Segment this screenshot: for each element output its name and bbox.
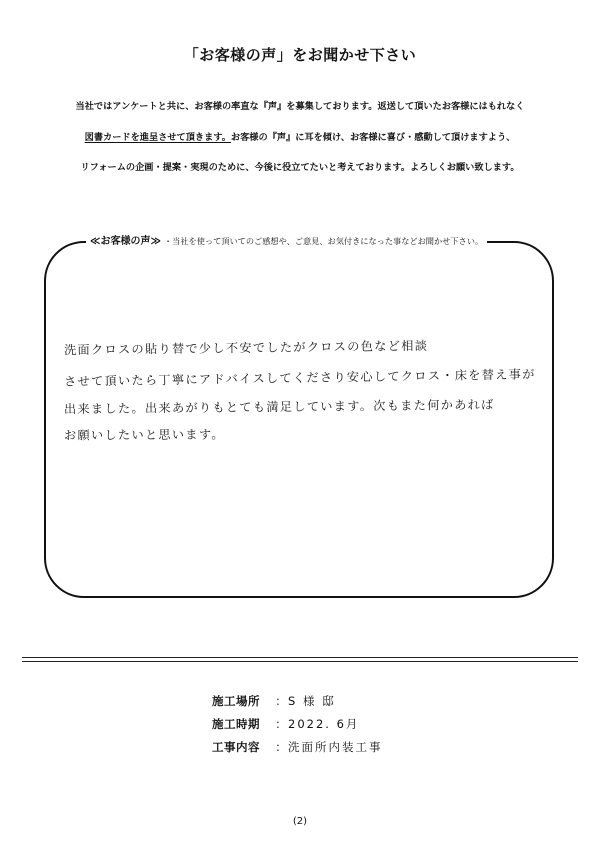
content-separator: ： [275, 740, 287, 754]
project-content [212, 739, 383, 755]
intro-line-3: リフォームの企画・提案・実現のために、今後に役立てたいと考えております。よろしくお願い致します。 [80, 162, 520, 173]
page-title: 「お客様の声」をお聞かせ下さい [183, 46, 417, 64]
period-separator: ： [275, 717, 287, 731]
voice-label: ≪お客様の声≫ [90, 236, 161, 247]
location-value: S 様 邸 [288, 694, 336, 708]
divider-thin [22, 661, 578, 662]
handwritten-line-1: 洗面クロスの貼り替で少し不安でしたがクロスの色など相談 [63, 338, 429, 358]
content-value: 洗面所内装工事 [288, 740, 383, 754]
location-label: 施工場所 [212, 694, 260, 708]
handwritten-line-3: 出来ました。出来あがりもとても満足しています。次もまた何かあれば [63, 397, 495, 417]
project-location [212, 693, 336, 709]
handwritten-line-2: させて頂いたら丁寧にアドバイスしてくださり安心してクロス・床を替え事が [63, 367, 536, 389]
gift-card-notice: 図書カードを進呈させて頂きます。 [84, 132, 231, 143]
page-number: (2) [292, 816, 308, 827]
handwritten-line-4: お願いしたいと思います。 [63, 427, 225, 443]
intro-line-2 [0, 133, 600, 142]
period-value: 2022. 6月 [288, 717, 360, 731]
customer-voice-heading [86, 233, 487, 250]
content-label: 工事内容 [212, 740, 260, 754]
location-separator: ： [275, 694, 287, 708]
intro-line-1: 当社ではアンケートと共に、お客様の率直な『声』を募集しております。返送して頂いたお客様にはもれなく [75, 101, 525, 112]
project-period [212, 716, 359, 732]
voice-note: ・当社を使って頂いてのご感想や、ご意見、お気付きになった事などお聞かせ下さい。 [163, 236, 484, 246]
divider-thick [22, 657, 578, 658]
customer-voice-box [44, 241, 554, 598]
intro-line-2-rest: お客様の『声』に耳を傾け、お客様に喜び・感動して頂けますよう、 [230, 132, 516, 143]
period-label: 施工時期 [212, 717, 260, 731]
